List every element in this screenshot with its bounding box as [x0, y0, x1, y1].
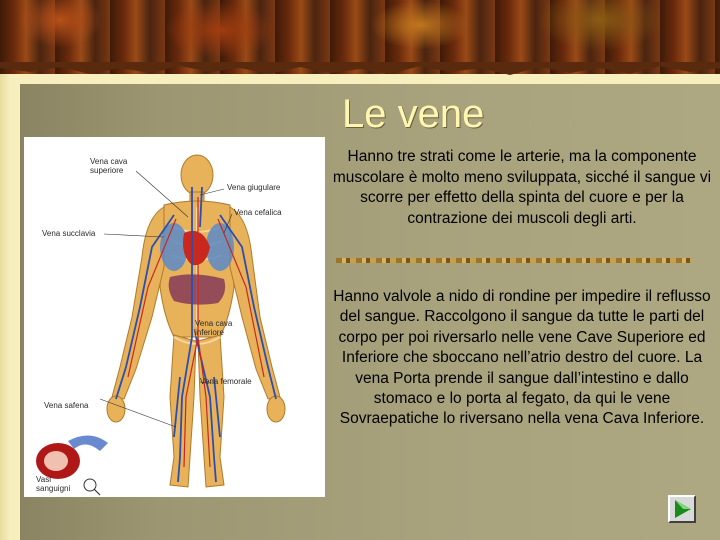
label-vena-cava-inferiore: Vena cava inferiore [195, 319, 233, 337]
label-vena-succlavia: Vena succlavia [42, 229, 96, 238]
paragraph-structure: Hanno tre strati come le arterie, ma la componente muscolare è molto meno sviluppata, sicché il sangue vi scorre per effetto della spinta del cuore e per la contrazione dei muscoli degli arti. [332, 148, 712, 227]
torn-banner-edge [0, 62, 720, 80]
label-vena-cava-superiore: Vena cava superiore [90, 157, 128, 175]
label-vena-cefalica: Vena cefalica [234, 208, 282, 217]
label-vena-giugulare: Vena giugulare [227, 183, 281, 192]
label-vasi-sanguigni: Vasi sanguigni [36, 475, 71, 493]
label-vena-femorale: Vena femorale [200, 377, 252, 386]
venous-system-figure [24, 137, 325, 497]
slide-title: Le vene [342, 92, 485, 136]
decorative-divider [336, 258, 691, 263]
left-border [0, 74, 10, 540]
paragraph-function: Hanno valvole a nido di rondine per impedire il reflusso del sangue. Raccolgono il sangue da tutte le parti del corpo per poi riversarlo nelle vene Cave Superiore ed Inferiore che sboccano nell’atrio destro del cuore. La vena Porta prende il sangue dall’intestino e dallo stomaco e lo porta al fegato, da qui le vene Sovraepatiche lo riversano nella vena Cava Inferiore. [333, 288, 711, 428]
triangle-right-icon [671, 498, 693, 520]
label-vena-safena: Vena safena [44, 401, 89, 410]
next-slide-button[interactable] [668, 495, 696, 523]
